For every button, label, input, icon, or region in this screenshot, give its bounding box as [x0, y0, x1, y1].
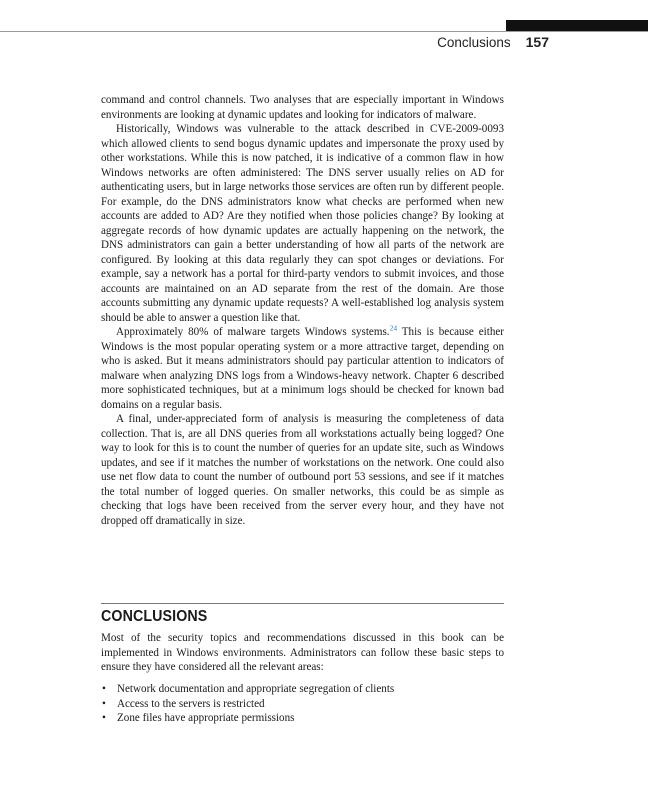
conclusions-intro: Most of the security topics and recommendations discussed in this book can be implemented in Windows environments. Administrators can follow these basic steps to ensure they have considered all the relevant areas:: [101, 632, 504, 673]
paragraph-malware: [101, 325, 504, 412]
bullet-icon: •: [102, 683, 106, 695]
paragraph-dynamic-updates: Historically, Windows was vulnerable to the attack described in CVE-2009-0093 which allowed clients to send bogus dynamic updates and impersonate the proxy used by other workstations. While this is now patched, it is indicative of a common flaw in how Windows networks are often administered: The DNS server usually relies on AD for authenticating users, but in large networks those services are often run by different people. For example, do the DNS administrators know what checks are performed when new accounts are added to AD? Are they notified when those policies change? By looking at aggregate records of how dynamic updates are actually happening on the network, the DNS administrators can gain a better understanding of how all parts of the network are configured. By looking at this data regularly they can spot changes or deviations. For example, say a network has a portal for third-party vendors to submit invoices, and those accounts are maintained on an AD separate from the rest of the domain. Are those accounts submitting any dynamic update requests? A well-established log analysis system should be able to answer a question like that.: [101, 123, 504, 324]
list-item: [101, 711, 504, 726]
paragraph-completeness: A final, under-appreciated form of analysis is measuring the completeness of data collection. That is, are all DNS queries from all workstations actually being logged? One way to look for this is to count the number of queries for an update site, such as Windows updates, and see if it matches the number of workstations on the network. One could also use net flow data to count the number of outbound port 53 sessions, and see if it matches the total number of logged queries. On smaller networks, this could be as simple as checking that logs have been received from the server every hour, and they have not dropped off dramatically in size.: [101, 413, 504, 527]
header-rule: [0, 31, 648, 32]
section-divider: [101, 603, 504, 604]
list-item-text: Access to the servers is restricted: [117, 697, 265, 710]
list-item: [101, 697, 504, 712]
page-number: 157: [525, 34, 549, 50]
list-item-text: Zone files have appropriate permissions: [117, 712, 295, 724]
paragraph-continuation: command and control channels. Two analyses that are especially important in Windows environments are looking at dynamic updates and looking for indicators of malware.: [101, 94, 504, 121]
body-text: [101, 93, 504, 528]
list-item: [101, 682, 504, 697]
paragraph-malware-lead: Approximately 80% of malware targets Windows systems.: [116, 326, 390, 338]
running-head-title: Conclusions: [437, 35, 511, 50]
section-heading-conclusions: CONCLUSIONS: [101, 608, 208, 625]
conclusions-bullet-list: [101, 682, 504, 726]
paragraph-malware-rest: This is because either Windows is the most popular operating system or a more attractive target, depending on who is asked. But it means administrators should pay particular attention to indicators of malware when analyzing DNS logs from a Windows-heavy network. Chapter 6 described more sophisticated techniques, but at a minimum logs should be checked for known bad domains on a regular basis.: [101, 326, 504, 411]
running-head: [437, 34, 549, 50]
list-item-text: Network documentation and appropriate segregation of clients: [117, 683, 395, 695]
bullet-icon: •: [102, 712, 106, 724]
bullet-icon: •: [102, 697, 106, 710]
header-accent-bar: [506, 20, 648, 31]
footnote-reference-24[interactable]: 24: [389, 323, 398, 333]
